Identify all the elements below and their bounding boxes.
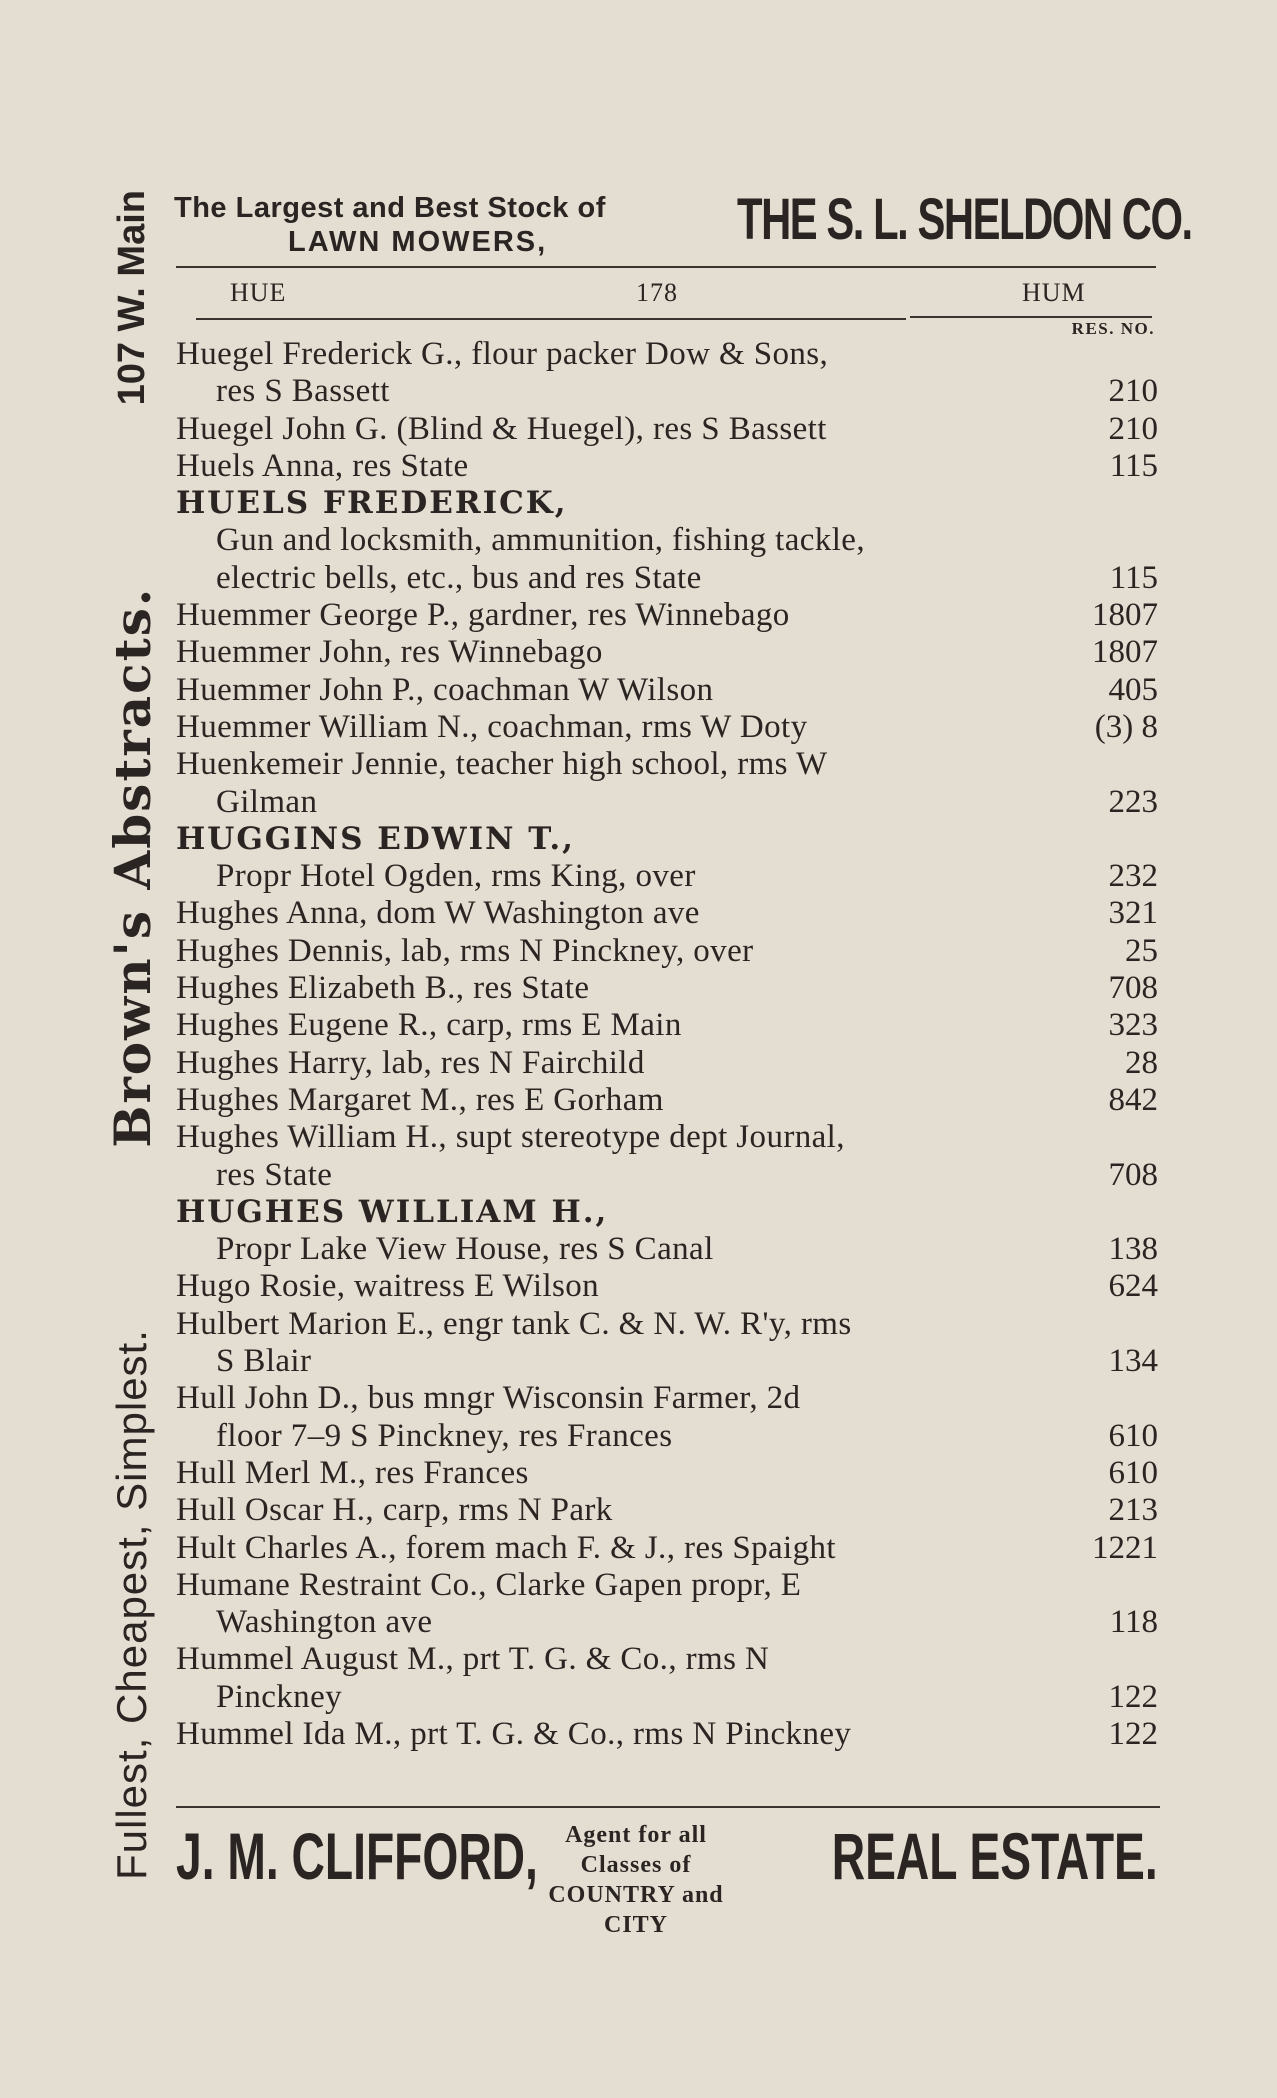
directory-entry xyxy=(176,1306,1158,1381)
directory-entry xyxy=(176,485,1158,597)
directory-entry xyxy=(176,411,1158,448)
residence-number: 210 xyxy=(1108,373,1158,410)
entry-line: Huenkemeir Jennie, teacher high school, rms W xyxy=(176,746,828,783)
entry-line: Hughes Anna, dom W Washington ave xyxy=(176,895,700,932)
entry-heading: HUGGINS EDWIN T., xyxy=(176,820,575,857)
directory-entry xyxy=(176,821,1158,896)
residence-number: 610 xyxy=(1108,1417,1158,1454)
footer-ad-middle-line1: Agent for all Classes of xyxy=(565,1822,707,1878)
residence-number: 1807 xyxy=(1092,634,1158,671)
residence-number: 610 xyxy=(1108,1454,1158,1491)
residence-number: 232 xyxy=(1108,858,1158,895)
entry-line: Huemmer John P., coachman W Wilson xyxy=(176,671,714,708)
entry-line: Huemmer John, res Winnebago xyxy=(176,634,603,671)
residence-number: 210 xyxy=(1108,410,1158,447)
entry-line: Hummel Ida M., prt T. G. & Co., rms N Pinckney xyxy=(176,1715,852,1752)
entry-line: Hughes Eugene R., carp, rms E Main xyxy=(176,1007,682,1044)
side-ad-slogan: Fullest, Cheapest, Simplest. xyxy=(108,1329,155,1880)
entry-line: Huegel John G. (Blind & Huegel), res S Bassett xyxy=(176,410,827,447)
directory-entry xyxy=(176,1455,1158,1492)
footer-advertisement xyxy=(176,1818,1158,1938)
entry-line: Hughes Dennis, lab, rms N Pinckney, over xyxy=(176,932,754,969)
directory-entry xyxy=(176,1007,1158,1044)
entry-line: Hull Oscar H., carp, rms N Park xyxy=(176,1492,613,1529)
running-head-right: HUM xyxy=(1022,278,1086,307)
directory-entry xyxy=(176,634,1158,671)
residence-number: 25 xyxy=(1125,932,1158,969)
entry-line: Propr Hotel Ogden, rms King, over xyxy=(216,858,696,895)
entry-line: Hult Charles A., forem mach F. & J., res Spaight xyxy=(176,1529,836,1566)
residence-number: 134 xyxy=(1108,1343,1158,1380)
entry-line: Washington ave xyxy=(216,1604,433,1641)
residence-number: 842 xyxy=(1108,1081,1158,1118)
header-ad-line1: The Largest and Best Stock of xyxy=(174,192,606,224)
res-no-label: RES. NO. xyxy=(1071,319,1155,338)
entry-line: Hulbert Marion E., engr tank C. & N. W. R'y, rms xyxy=(176,1305,852,1342)
residence-number: (3) 8 xyxy=(1094,708,1158,745)
footer-ad-middle-line2: COUNTRY and CITY xyxy=(548,1882,724,1938)
directory-entry xyxy=(176,1082,1158,1119)
header-ad-company: THE S. L. SHELDON CO. xyxy=(737,187,1192,252)
entry-line: res State xyxy=(216,1156,333,1193)
residence-number: 405 xyxy=(1108,671,1158,708)
entry-line: floor 7–9 S Pinckney, res Frances xyxy=(216,1417,673,1454)
entry-line: electric bells, etc., bus and res State xyxy=(216,559,702,596)
directory-entries xyxy=(176,336,1158,1753)
running-head-left: HUE xyxy=(230,278,287,307)
residence-number: 213 xyxy=(1108,1492,1158,1529)
side-ad-address: 107 W. Main xyxy=(110,190,153,406)
residence-number: 708 xyxy=(1108,1156,1158,1193)
entry-line: Hughes William H., supt stereotype dept Journal, xyxy=(176,1119,845,1156)
entry-line: Gun and locksmith, ammunition, fishing tackle, xyxy=(216,522,865,559)
page-number: 178 xyxy=(636,278,678,307)
side-ad-brand: Brown's Abstracts. xyxy=(102,586,162,1148)
entry-line: Hughes Margaret M., res E Gorham xyxy=(176,1081,664,1118)
directory-entry xyxy=(176,1492,1158,1529)
directory-entry xyxy=(176,1380,1158,1455)
residence-number: 138 xyxy=(1108,1231,1158,1268)
residence-number: 122 xyxy=(1108,1678,1158,1715)
directory-entry xyxy=(176,1567,1158,1642)
residence-number: 1807 xyxy=(1092,597,1158,634)
residence-number: 321 xyxy=(1108,895,1158,932)
entry-line: Hugo Rosie, waitress E Wilson xyxy=(176,1268,600,1305)
directory-entry xyxy=(176,970,1158,1007)
side-advertisement xyxy=(102,190,162,1880)
directory-entry xyxy=(176,336,1158,411)
entry-line: Gilman xyxy=(216,783,318,820)
residence-number: 223 xyxy=(1108,783,1158,820)
residence-number: 122 xyxy=(1108,1715,1158,1752)
entry-line: S Blair xyxy=(216,1343,312,1380)
entry-line: Huels Anna, res State xyxy=(176,447,469,484)
header-rule xyxy=(176,266,1156,268)
entry-heading: HUELS FREDERICK, xyxy=(176,485,568,522)
residence-number: 28 xyxy=(1125,1044,1158,1081)
header-advertisement xyxy=(174,186,1192,266)
residence-number: 1221 xyxy=(1092,1529,1158,1566)
directory-entry xyxy=(176,1119,1158,1194)
header-ad-line2: LAWN MOWERS, xyxy=(288,226,548,258)
residence-number: 708 xyxy=(1108,970,1158,1007)
directory-entry xyxy=(176,1045,1158,1082)
footer-ad-real-estate: REAL ESTATE. xyxy=(831,1819,1158,1893)
directory-entry xyxy=(176,597,1158,634)
footer-ad-name: J. M. CLIFFORD, xyxy=(176,1819,538,1893)
entry-line: Hughes Elizabeth B., res State xyxy=(176,970,590,1007)
entry-line: res S Bassett xyxy=(216,373,390,410)
entry-line: Huemmer George P., gardner, res Winnebago xyxy=(176,597,790,634)
footer-rule xyxy=(176,1806,1160,1808)
directory-entry xyxy=(176,672,1158,709)
residence-number: 323 xyxy=(1108,1007,1158,1044)
footer-ad-middle xyxy=(526,1820,746,1940)
directory-entry xyxy=(176,709,1158,746)
directory-entry xyxy=(176,448,1158,485)
entry-line: Humane Restraint Co., Clarke Gapen propr, E xyxy=(176,1566,802,1603)
running-head-rule-left xyxy=(196,318,906,320)
entry-line: Huemmer William N., coachman, rms W Doty xyxy=(176,708,808,745)
residence-number: 115 xyxy=(1109,447,1158,484)
entry-line: Pinckney xyxy=(216,1678,343,1715)
directory-entry xyxy=(176,746,1158,821)
directory-entry xyxy=(176,933,1158,970)
entry-line: Propr Lake View House, res S Canal xyxy=(216,1231,714,1268)
directory-entry xyxy=(176,1716,1158,1753)
entry-line: Hughes Harry, lab, res N Fairchild xyxy=(176,1044,645,1081)
residence-number: 118 xyxy=(1109,1604,1158,1641)
directory-entry xyxy=(176,1530,1158,1567)
running-head-rule-right xyxy=(910,316,1152,318)
entry-heading: HUGHES WILLIAM H., xyxy=(176,1193,609,1230)
entry-line: Hull John D., bus mngr Wisconsin Farmer, 2d xyxy=(176,1380,801,1417)
entry-line: Huegel Frederick G., flour packer Dow & Sons, xyxy=(176,336,829,372)
entry-line: Hull Merl M., res Frances xyxy=(176,1454,529,1491)
entry-line: Hummel August M., prt T. G. & Co., rms N xyxy=(176,1641,770,1678)
residence-number: 115 xyxy=(1109,559,1158,596)
directory-entry xyxy=(176,1268,1158,1305)
residence-number: 624 xyxy=(1108,1268,1158,1305)
directory-entry xyxy=(176,895,1158,932)
directory-entry xyxy=(176,1194,1158,1269)
directory-entry xyxy=(176,1641,1158,1716)
